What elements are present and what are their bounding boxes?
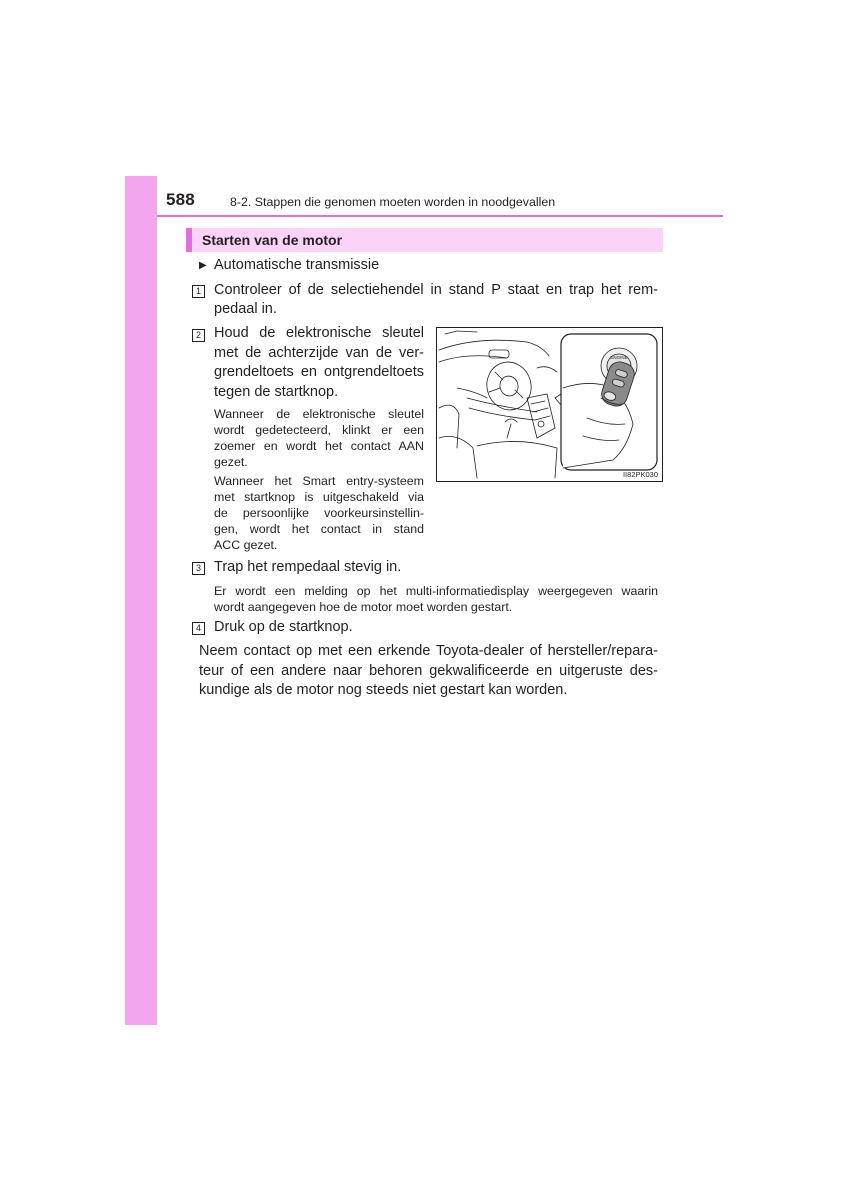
key-fob-on-start-button-illustration: [437, 328, 662, 481]
triangle-bullet-icon: ▶: [199, 260, 207, 271]
step-4-line-1: Druk op de startknop.: [214, 619, 353, 635]
step-2-line-1: Houd de elektronische sleutel: [214, 325, 424, 341]
step-2-note-1-line-4: gezet.: [214, 455, 248, 469]
step-3-number: 3: [192, 562, 205, 575]
closing-line-3: kundige als de motor nog steeds niet gestart kan worden.: [199, 682, 568, 698]
step-3-note-line-2: wordt aangegeven hoe de motor moet worden gestart.: [214, 600, 513, 614]
step-2-line-2: met de achterzijde van de ver-: [214, 345, 424, 361]
section-heading-bar: [186, 228, 663, 252]
section-title: Starten van de motor: [202, 232, 343, 248]
side-tab: [125, 176, 157, 1025]
step-1-number: 1: [192, 285, 205, 298]
step-2-line-3: grendeltoets en ontgrendeltoets: [214, 364, 424, 380]
step-2-note-2-line-3: de persoonlijke voorkeursinstellin-: [214, 506, 424, 520]
step-3-line-1: Trap het rempedaal stevig in.: [214, 559, 402, 575]
header-rule: [157, 215, 723, 217]
chapter-title: 8-2. Stappen die genomen moeten worden in noodgevallen: [230, 195, 556, 209]
step-1-line-2: pedaal in.: [214, 301, 277, 317]
start-button-illustration: [436, 327, 663, 482]
engine-button-label: ENGINE: [610, 355, 628, 360]
step-2-note-2-line-2: met startknop is uitgeschakeld via: [214, 490, 424, 504]
step-4-number: 4: [192, 622, 205, 635]
illustration-code: II82PK030: [622, 470, 658, 479]
step-2-note-2-line-5: ACC gezet.: [214, 538, 278, 552]
closing-line-2: teur of een andere naar behoren gekwalificeerde en uitgeruste des-: [199, 663, 658, 679]
step-3-note-line-1: Er wordt een melding op het multi-informatiedisplay weergegeven waarin: [214, 584, 658, 598]
step-2-number: 2: [192, 329, 205, 342]
closing-line-1: Neem contact op met een erkende Toyota-dealer of hersteller/repara-: [199, 643, 658, 659]
subheading: Automatische transmissie: [214, 257, 380, 273]
step-2-note-1-line-2: wordt gedetecteerd, klinkt er een: [214, 423, 424, 437]
step-2-note-1-line-1: Wanneer de elektronische sleutel: [214, 407, 424, 421]
step-2-note-1-line-3: zoemer en wordt het contact AAN: [214, 439, 424, 453]
step-1-line-1: Controleer of de selectiehendel in stand P staat en trap het rem-: [214, 282, 658, 298]
step-2-line-4: tegen de startknop.: [214, 384, 339, 400]
page-number: 588: [166, 190, 195, 209]
step-2-note-2-line-1: Wanneer het Smart entry-systeem: [214, 474, 424, 488]
step-2-note-2-line-4: gen, wordt het contact in stand: [214, 522, 424, 536]
